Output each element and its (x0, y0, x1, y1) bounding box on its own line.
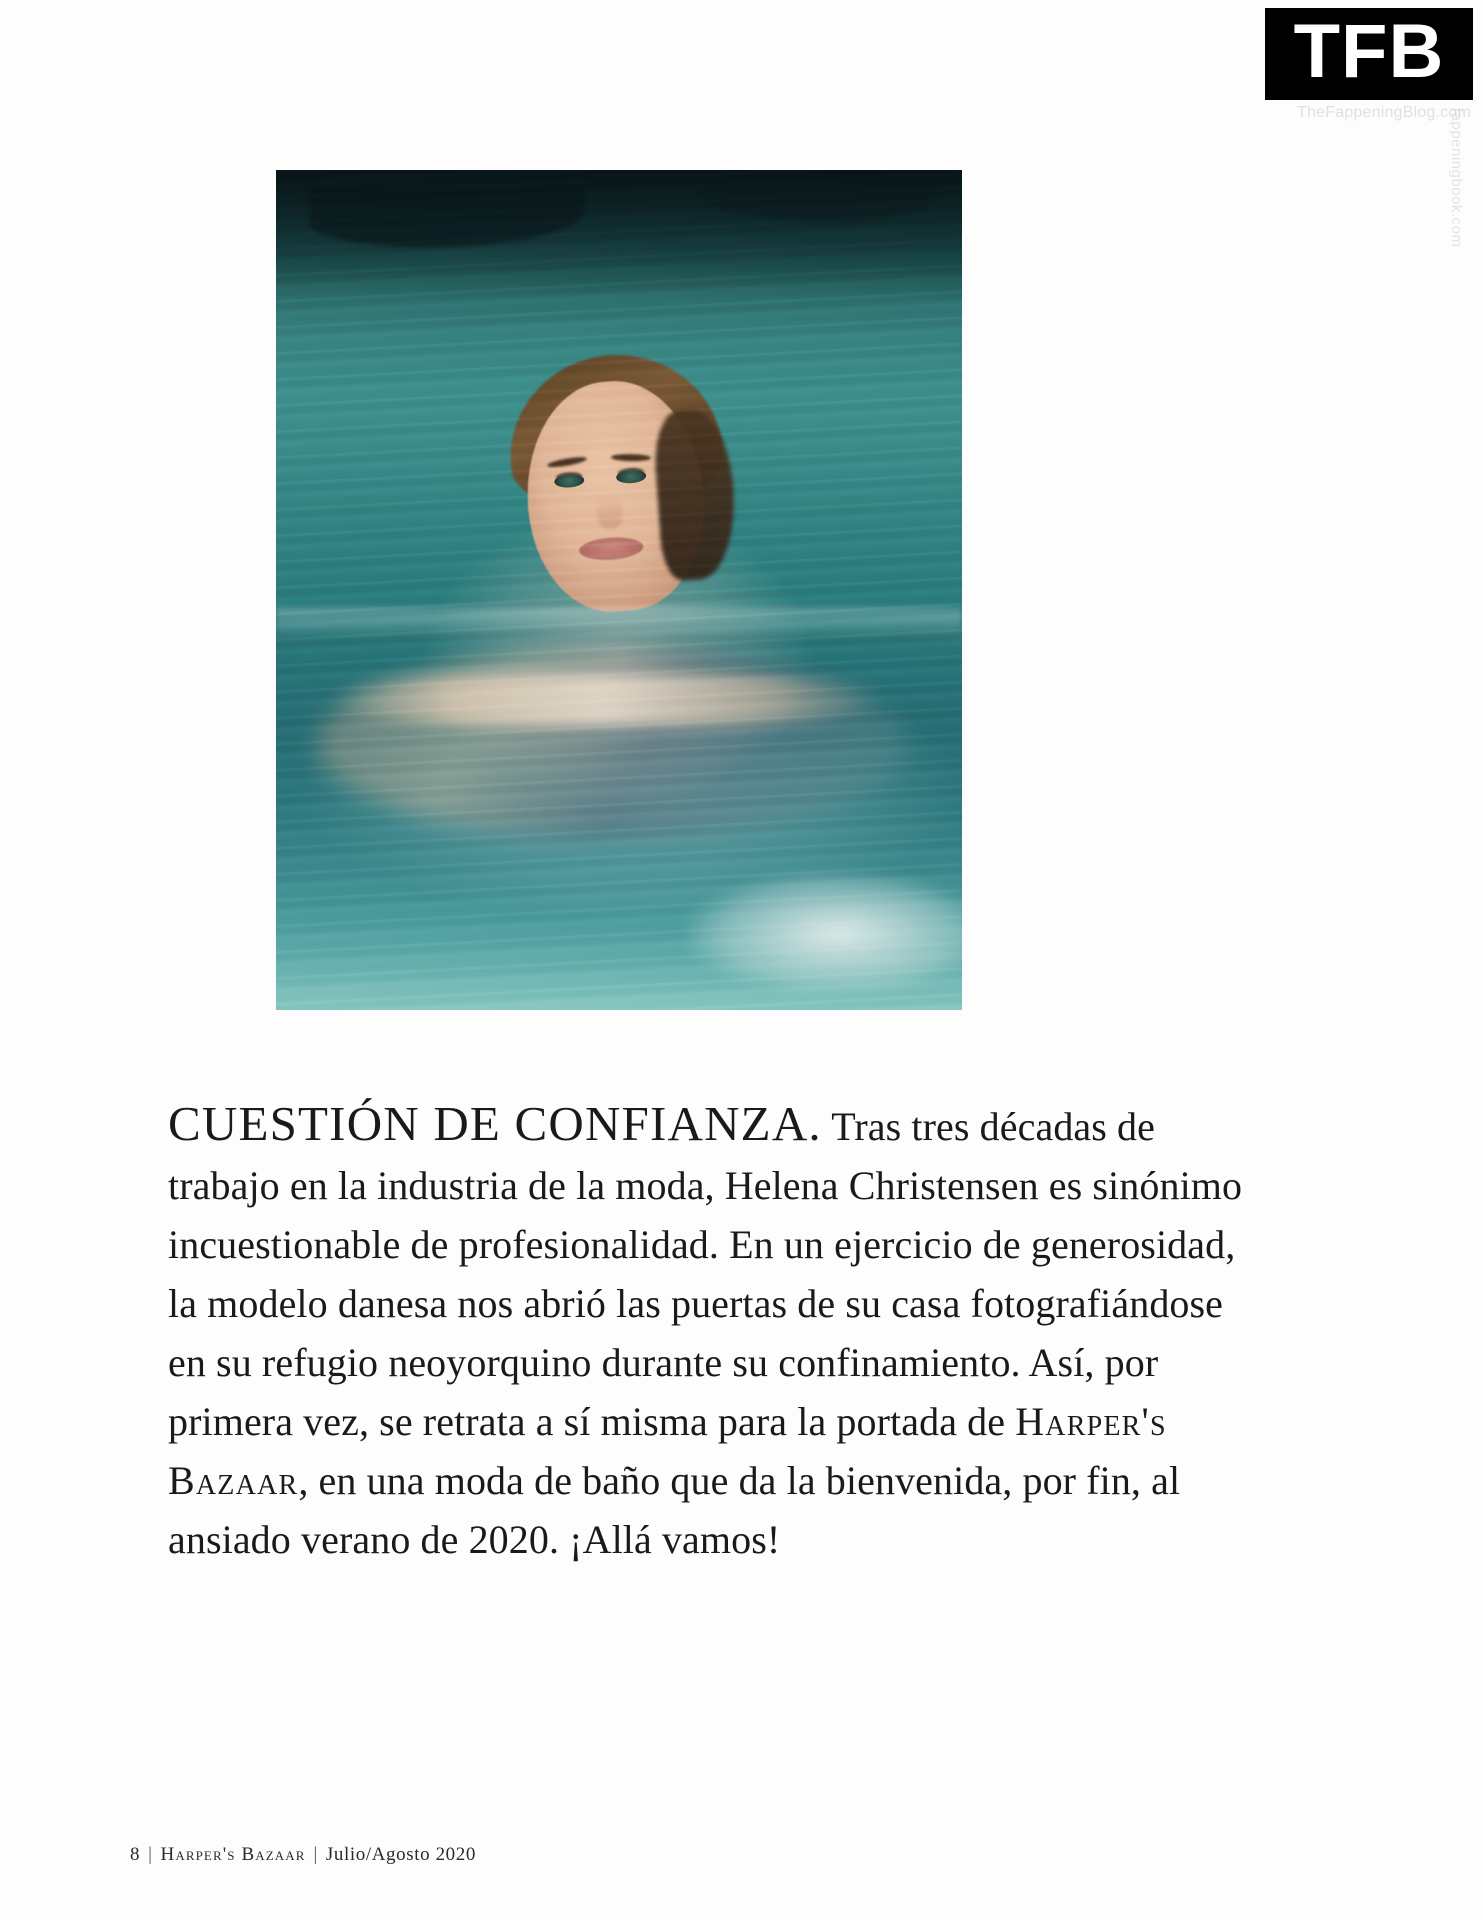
article-text-2: , en una moda de baño que da la bienvenida, por fin, al ansiado verano de 2020. ¡Allá vamos! (168, 1458, 1181, 1562)
photo-foam (688, 873, 962, 993)
editorial-photo (276, 170, 962, 1010)
article-text-1: Tras tres décadas de trabajo en la industria de la moda, Helena Christensen es sinónimo incuestionable de profesionalidad. En un ejercicio de generosidad, la modelo danesa nos abrió las puertas de su casa fotografiándose en su refugio neoyorquino durante su confinamiento. Así, por primera vez, se retrata a sí misma para la portada de (168, 1104, 1243, 1444)
article-paragraph (168, 1094, 1252, 1569)
footer-separator-1: | (148, 1844, 153, 1865)
footer-page-number: 8 (130, 1844, 141, 1865)
tfb-logo-text: TFB (1293, 9, 1445, 94)
photo-water-background (276, 170, 962, 1010)
footer-separator-2: | (313, 1844, 318, 1865)
footer-magazine-name: Harper's Bazaar (160, 1844, 306, 1865)
tfb-watermark-logo (1265, 8, 1473, 100)
article-magazine-name: Harper's Bazaar (168, 1399, 1167, 1503)
article-lede: CUESTIÓN DE CONFIANZA. (168, 1096, 822, 1151)
tfb-watermark-site: TheFappeningBlog.com (1297, 104, 1471, 121)
page-footer (130, 1844, 476, 1866)
footer-issue-date: Julio/Agosto 2020 (325, 1844, 476, 1865)
article-body (168, 1094, 1252, 1569)
tfb-watermark-vertical: fappeningbook.com (1448, 108, 1465, 248)
